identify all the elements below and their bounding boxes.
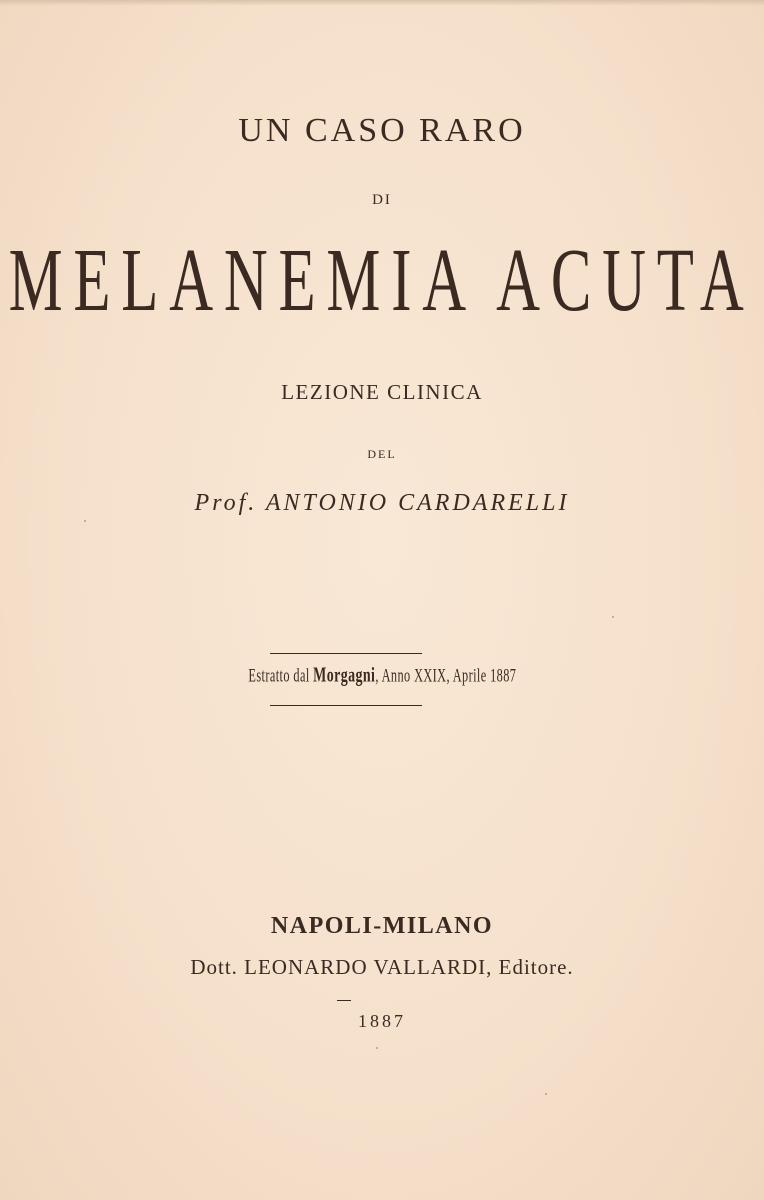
year-dash [337,1000,351,1001]
year: 1887 [358,1011,406,1031]
main-title: MELANEMIA ACUTA [9,231,755,331]
paper-speck [612,616,614,618]
paper-speck [376,1047,378,1049]
extract-suffix: , Anno XXIX, Aprile 1887 [374,666,516,687]
title-di: DI [372,192,392,208]
subtitle: LEZIONE CLINICA [281,380,483,404]
city: NAPOLI-MILANO [270,913,494,939]
extract-text [248,663,516,688]
extract-prefix: Estratto dal [248,666,310,687]
top-rule [270,653,422,654]
paper-speck [84,520,86,522]
paper-speck [545,1093,547,1095]
bottom-rule [270,705,422,706]
page-top-edge [0,0,764,6]
author: Prof. ANTONIO CARDARELLI [194,490,570,516]
extract-line [0,662,764,691]
publisher: Dott. LEONARDO VALLARDI, Editore. [190,955,574,979]
title-line-1: UN CASO RARO [238,112,526,149]
del-label: DEL [367,447,397,461]
extract-journal: Morgagni [312,662,375,687]
main-title-wrap [0,231,764,336]
